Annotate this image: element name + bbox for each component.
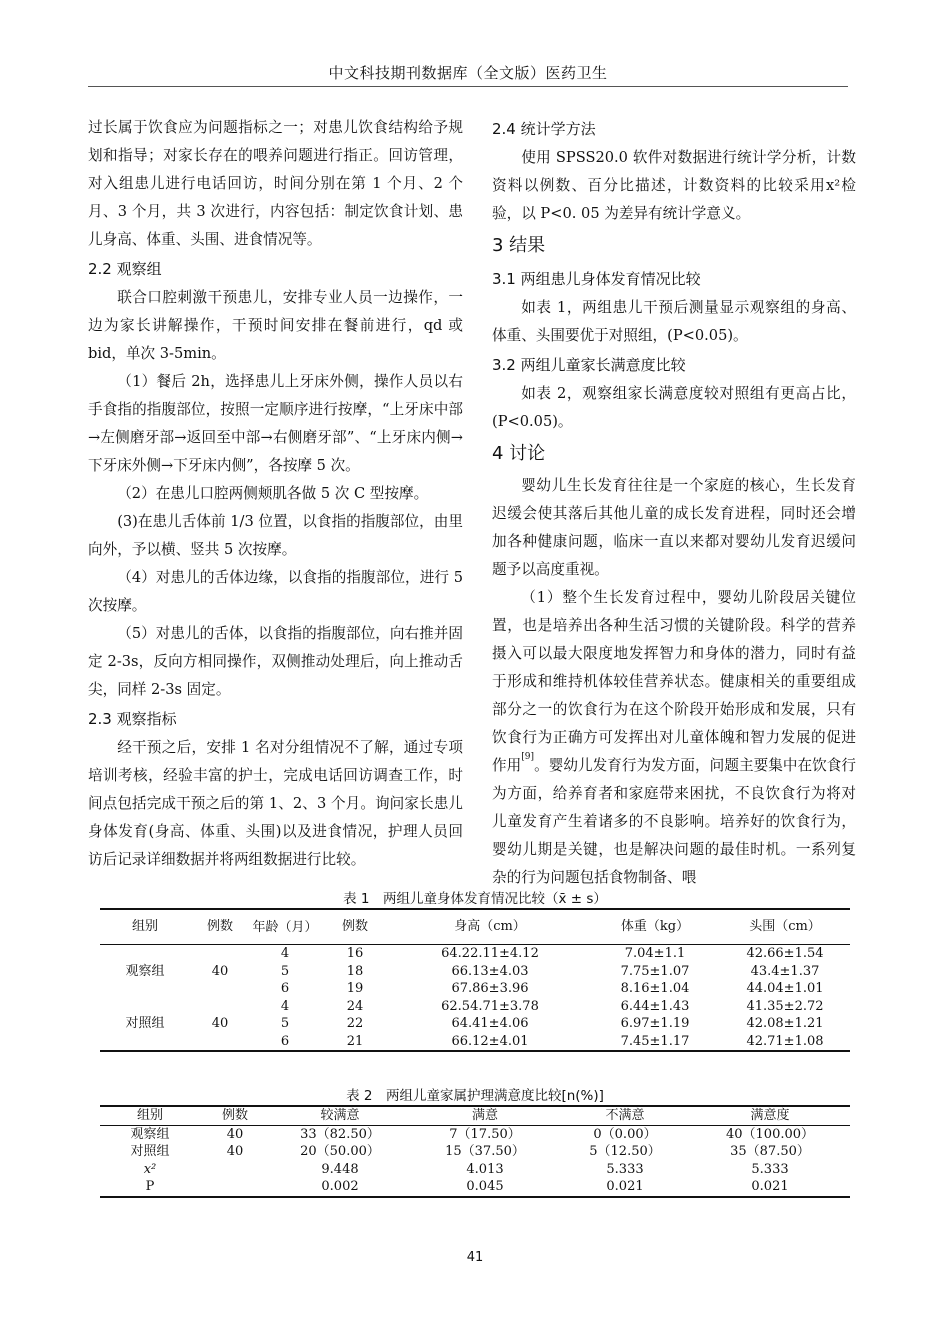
paragraph: 如表 1，两组患儿干预后测量显示观察组的身高、体重、头围要优于对照组，(P<0.05)。 [492,299,856,344]
col-header: 满意 [410,1106,560,1125]
section-heading-3-1: 3.1 两组患儿身体发育情况比较 [492,270,701,288]
table-cell: 42.08±1.21 [746,1016,824,1031]
table-cell: 观察组 [130,1126,170,1142]
table-cell: 0（0.00） [593,1126,657,1142]
citation-ref: [9] [521,752,535,762]
section-heading-2-4: 2.4 统计学方法 [492,120,596,138]
table-cell: 0.021 [606,1179,644,1194]
table-cell: 5 [280,963,290,979]
table-cell: 7.75±1.07 [620,963,690,979]
count-cell: 40 [211,1016,229,1031]
section-heading-4: 4 讨论 [492,443,546,464]
col-header: 较满意 [270,1106,410,1125]
paragraph: 经干预之后，安排 1 名对分组情况不了解，通过专项培训考核，经验丰富的护士，完成电话回访调查工作，时间点包括完成干预之后的第 1、2、3 个月。询问家长患儿身体发育(身高、体重、头围)以及进食情况，护理人员回访后记录详细数据并将两组数据进行比较。 [88,739,463,868]
section-heading-3: 3 结果 [492,235,546,256]
col-header: 体重（kg） [590,909,720,945]
paragraph: （1）餐后 2h，选择患儿上牙床外侧，操作人员以右手食指的指腹部位，按照一定顺序进行按摩，“上牙床中部→左侧磨牙部→返回至中部→右侧磨牙部”、“上牙床内侧→下牙床外侧→下牙床内侧”，各按摩 5 次。 [88,373,463,474]
paragraph: (3)在患儿舌体前 1/3 位置，以食指的指腹部位，由里向外，予以横、竖共 5 次按摩。 [88,513,463,558]
table-cell: 8.16±1.04 [620,981,690,996]
table-cell: 6.97±1.19 [620,1016,690,1031]
paragraph: 如表 2，观察组家长满意度较对照组有更高占比，(P<0.05)。 [492,385,856,430]
table-cell: 16 [346,946,364,961]
table-cell: 42.66±1.54 [746,946,824,961]
table-cell: 40 [226,1126,244,1142]
col-header: 头围（cm） [720,909,850,945]
table-row [100,1178,850,1197]
table-cell: 6.44±1.43 [620,998,690,1014]
table-cell: 20（50.00） [300,1144,380,1159]
table-2 [100,1087,850,1198]
col-header: 例数 [200,1106,270,1125]
table-cell [200,1178,270,1197]
group-cell: 观察组 [125,963,165,979]
col-header: 满意度 [690,1106,850,1125]
table-cell: x² [143,1161,157,1177]
table-2-title: 表 2 两组儿童家属护理满意度比较[n(%)] [346,1088,604,1104]
table-cell: 67.86±3.96 [451,981,529,996]
page-number: 41 [466,1250,484,1265]
table-cell: 24 [346,998,364,1014]
table-cell: 62.54.71±3.78 [441,998,539,1014]
table-cell: 5.333 [751,1161,789,1177]
table-cell: 9.448 [321,1161,359,1177]
paragraph: 联合口腔刺激干预患儿，安排专业人员一边操作，一边为家长讲解操作，干预时间安排在餐前进行，qd 或 bid，单次 3-5min。 [88,289,463,362]
col-header: 身高（cm） [390,909,590,945]
table-row [100,1125,850,1143]
table-cell: 0.002 [321,1179,359,1194]
table-cell: 66.13±4.03 [451,963,529,979]
table-cell: 5（12.50） [589,1144,661,1159]
section-heading-2-2: 2.2 观察组 [88,260,162,278]
col-header: 组别 [100,1106,200,1125]
running-header: 中文科技期刊数据库（全文版）医药卫生 [328,64,608,82]
paragraph: （4）对患儿的舌体边缘，以食指的指腹部位，进行 5 次按摩。 [88,569,463,614]
col-header: 年龄（月） [250,909,320,945]
table-cell: 42.71±1.08 [746,1033,824,1049]
table-cell: 7.45±1.17 [620,1033,690,1049]
table-cell: 6 [280,981,290,996]
table-cell: 18 [346,963,364,979]
header-divider [88,86,848,87]
table-cell: 40（100.00） [725,1126,815,1142]
paragraph: 使用 SPSS20.0 软件对数据进行统计学分析，计数资料以例数、百分比描述，计数资料的比较采用x²检验，以 P<0. 05 为差异有统计学意义。 [492,149,856,222]
paragraph: 过长属于饮食应为问题指标之一；对患儿饮食结构给予规划和指导；对家长存在的喂养问题进行指正。回访管理，对入组患儿进行电话回访，时间分别在第 1 个月、2 个月、3 个月，共 3 次进行，内容包括：制定饮食计划、患儿身高、体重、头围、进食情况等。 [88,119,463,248]
table-cell: 5.333 [606,1161,644,1177]
paragraph: （5）对患儿的舌体，以食指的指腹部位，向右推并固定 2-3s，反向方相同操作，双侧推动处理后，向上推动舌尖，同样 2-3s 固定。 [88,625,463,698]
table-cell: 6 [280,1033,290,1049]
table-cell: 40 [226,1144,244,1159]
table-cell: 4 [280,998,290,1014]
table-cell: 33（82.50） [300,1126,380,1142]
table-cell: 22 [346,1016,364,1031]
col-header: 例数 [320,909,390,945]
section-heading-3-2: 3.2 两组儿童家长满意度比较 [492,356,686,374]
table-cell: 4.013 [466,1161,504,1177]
section-heading-2-3: 2.3 观察指标 [88,710,177,728]
paragraph: （1）整个生长发育过程中，婴幼儿阶段居关键位置，也是培养出各种生活习惯的关键阶段。科学的营养摄入可以最大限度地发挥智力和身体的潜力，同时有益于形成和维持机体较佳营养状态。健康相关的重要组成部分之一的饮食行为在这个阶段开始形成和发展，只有饮食行为正确方可发挥出对儿童体魄和智力发展的促进作用[9]。婴幼儿发育行为发方面，问题主要集中在饮食行为方面，给养育者和家庭带来困扰，不良饮食行为将对儿童发育产生着诸多的不良影响。培养好的饮食行为，婴幼儿期是关键，也是解决问题的最佳时机。一系列复杂的行为问题包括食物制备、喂 [492,589,856,886]
table-cell: 7（17.50） [449,1126,521,1142]
table-cell: 64.22.11±4.12 [441,946,539,961]
count-cell: 40 [211,963,229,979]
table-cell: 0.045 [466,1179,504,1194]
table-cell: 19 [346,981,364,996]
table-cell [200,1161,270,1179]
table-cell: 43.4±1.37 [750,963,820,979]
table-cell: 对照组 [130,1144,170,1159]
table-cell: 44.04±1.01 [746,981,824,996]
table-row [100,1143,850,1161]
paragraph: （2）在患儿口腔两侧颊肌各做 5 次 C 型按摩。 [117,485,429,502]
table-1 [100,890,850,1052]
table-cell: 0.021 [751,1179,789,1194]
table-cell: P [145,1179,155,1194]
table-row [100,998,850,1016]
table-1-title: 表 1 两组儿童身体发育情况比较（x̄ ± s） [343,891,607,907]
group-cell: 对照组 [125,1016,165,1031]
table-row [100,945,850,963]
table-cell: 64.41±4.06 [451,1016,529,1031]
left-column [88,114,463,874]
table-cell: 21 [346,1033,364,1049]
table-cell: 41.35±2.72 [746,998,824,1014]
col-header: 例数 [190,909,250,945]
col-header: 不满意 [560,1106,690,1125]
right-column [492,114,856,892]
table-cell: 66.12±4.01 [451,1033,529,1049]
table-cell: 4 [280,946,290,961]
table-cell: 5 [280,1016,290,1031]
table-cell: 7.04±1.1 [624,946,686,961]
table-row [100,1161,850,1179]
table-cell: 15（37.50） [445,1144,525,1159]
paragraph: 婴幼儿生长发育往往是一个家庭的核心，生长发育迟缓会使其落后其他儿童的成长发育进程，同时还会增加各种健康问题，临床一直以来都对婴幼儿发育迟缓问题予以高度重视。 [492,477,856,578]
col-header: 组别 [100,909,190,945]
table-cell: 35（87.50） [730,1144,810,1159]
